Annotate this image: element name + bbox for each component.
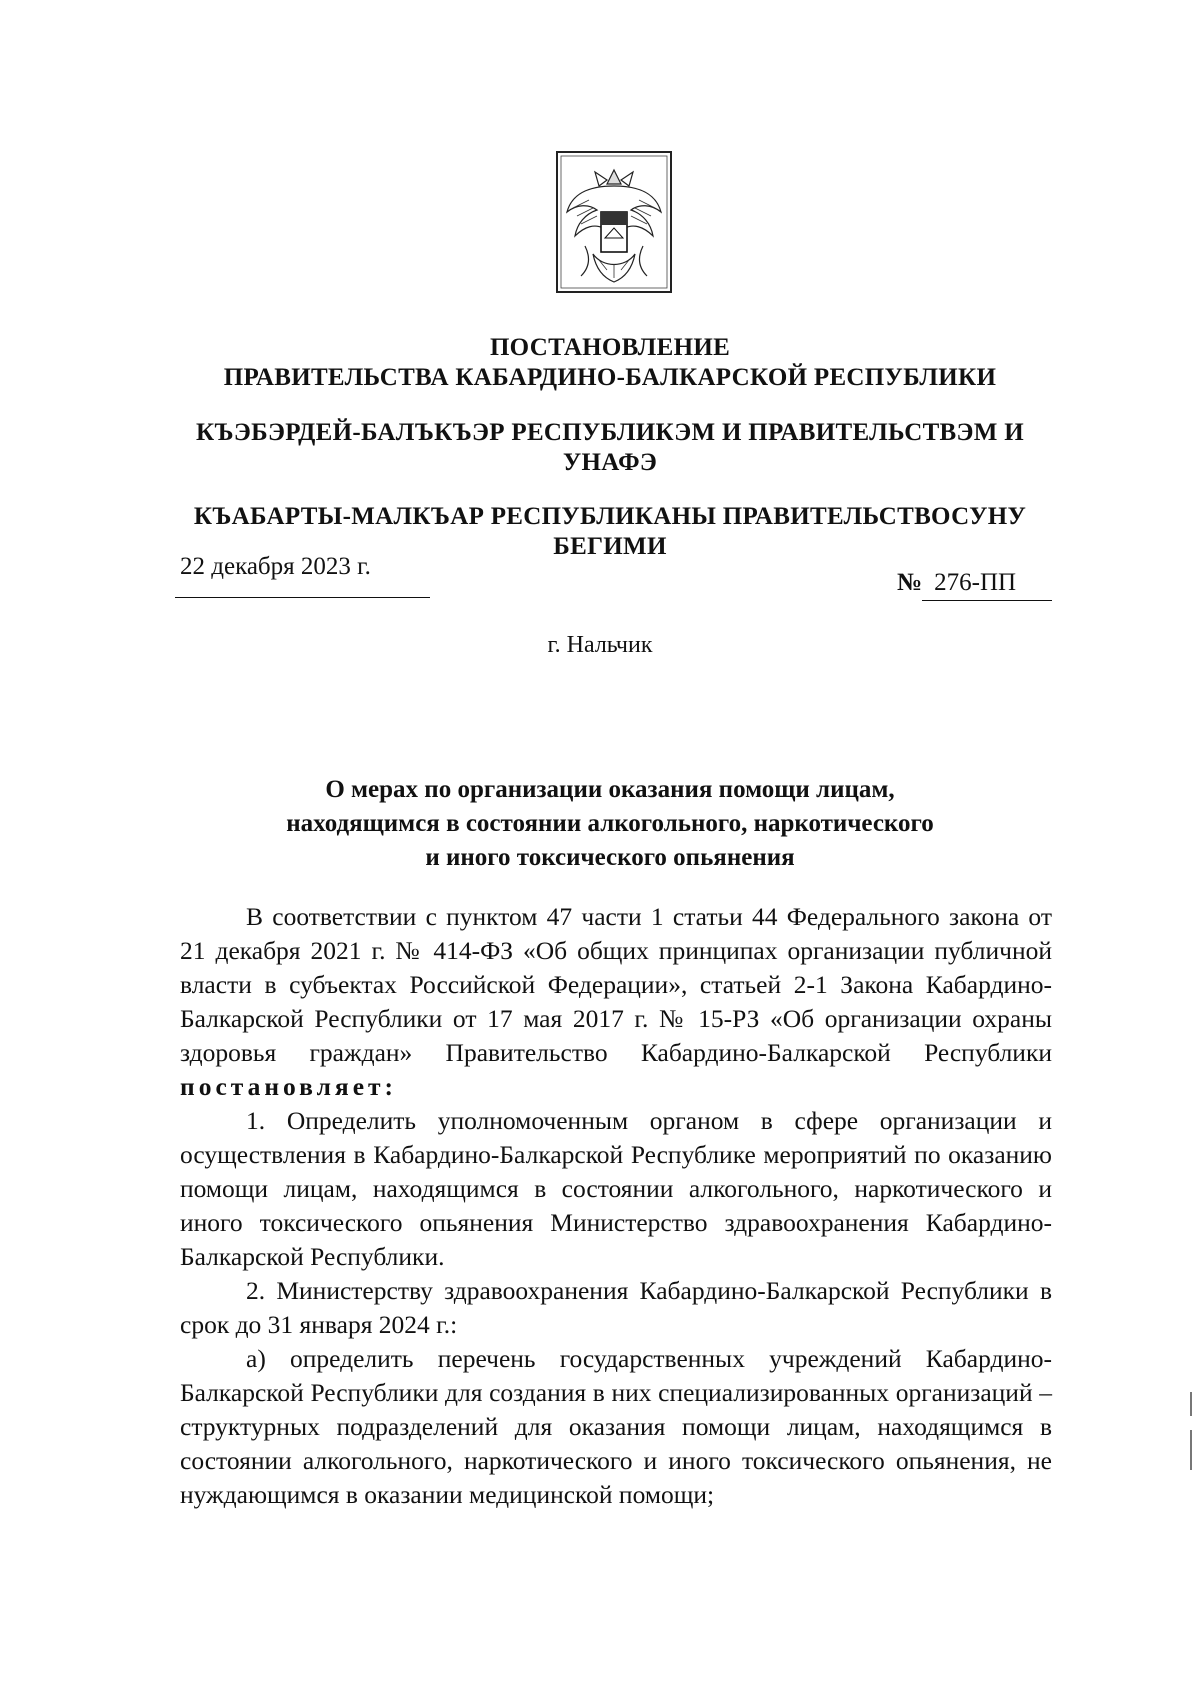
- decree-word: постановляет:: [180, 1072, 398, 1101]
- document-body: [180, 900, 1052, 1512]
- scan-edge-mark: [1190, 1430, 1192, 1470]
- header-line: УНАФЭ: [562, 449, 658, 476]
- preamble-paragraph: [180, 900, 1052, 1104]
- date-underline: [175, 597, 430, 598]
- document-city: г. Нальчик: [547, 632, 653, 658]
- header-line: БЕГИМИ: [553, 533, 667, 560]
- document-date: 22 декабря 2023 г.: [180, 553, 371, 580]
- header-line: ПОСТАНОВЛЕНИЕ: [489, 334, 731, 361]
- number-value: 276-ПП: [934, 569, 1017, 596]
- kabardian-header: [170, 418, 1050, 478]
- title-line: находящимся в состоянии алкогольного, наркотического: [286, 810, 934, 837]
- scan-edge-mark: [1190, 1392, 1192, 1416]
- document-title: [170, 773, 1050, 875]
- title-line: О мерах по организации оказания помощи лицам,: [325, 776, 895, 803]
- number-underline: [922, 600, 1052, 601]
- item-2a-paragraph: а) определить перечень государственных учреждений Кабардино-Балкарской Республики для создания в них специализированных организаций – структурных подразделений для оказания помощи лицам, находящимся в состоянии алкогольного, наркотического и иного токсического опьянения, не нуждающимся в оказании медицинской помощи;: [180, 1344, 1052, 1509]
- number-sign: №: [897, 569, 923, 596]
- preamble-text: В соответствии с пунктом 47 части 1 статьи 44 Федерального закона от 21 декабря 2021 г. № 414-ФЗ «Об общих принципах организации публичной власти в субъектах Российской Федерации», статьей 2-1 Закона Кабардино-Балкарской Республики от 17 мая 2017 г. № 15-РЗ «Об организации охраны здоровья граждан» Правительство Кабардино-Балкарской Республики: [180, 902, 1052, 1067]
- coat-of-arms-emblem: [555, 150, 673, 294]
- document-number: [897, 569, 1016, 597]
- item-2-paragraph: 2. Министерству здравоохранения Кабардино-Балкарской Республики в срок до 31 января 2024 г.:: [180, 1276, 1052, 1339]
- header-line: КЪАБАРТЫ-МАЛКЪАР РЕСПУБЛИКАНЫ ПРАВИТЕЛЬСТВОСУНУ: [193, 503, 1027, 530]
- header-line: КЪЭБЭРДЕЙ-БАЛЪКЪЭР РЕСПУБЛИКЭМ И ПРАВИТЕЛЬСТВЭМ И: [196, 419, 1024, 446]
- title-line: и иного токсического опьянения: [425, 844, 795, 871]
- document-type-header: [170, 333, 1050, 393]
- header-line: ПРАВИТЕЛЬСТВА КАБАРДИНО-БАЛКАРСКОЙ РЕСПУБЛИКИ: [223, 364, 997, 391]
- item-1-paragraph: 1. Определить уполномоченным органом в сфере организации и осуществления в Кабардино-Балкарской Республике мероприятий по оказанию помощи лицам, находящимся в состоянии алкогольного, наркотического и иного токсического опьянения Министерство здравоохранения Кабардино-Балкарской Республики.: [180, 1106, 1052, 1271]
